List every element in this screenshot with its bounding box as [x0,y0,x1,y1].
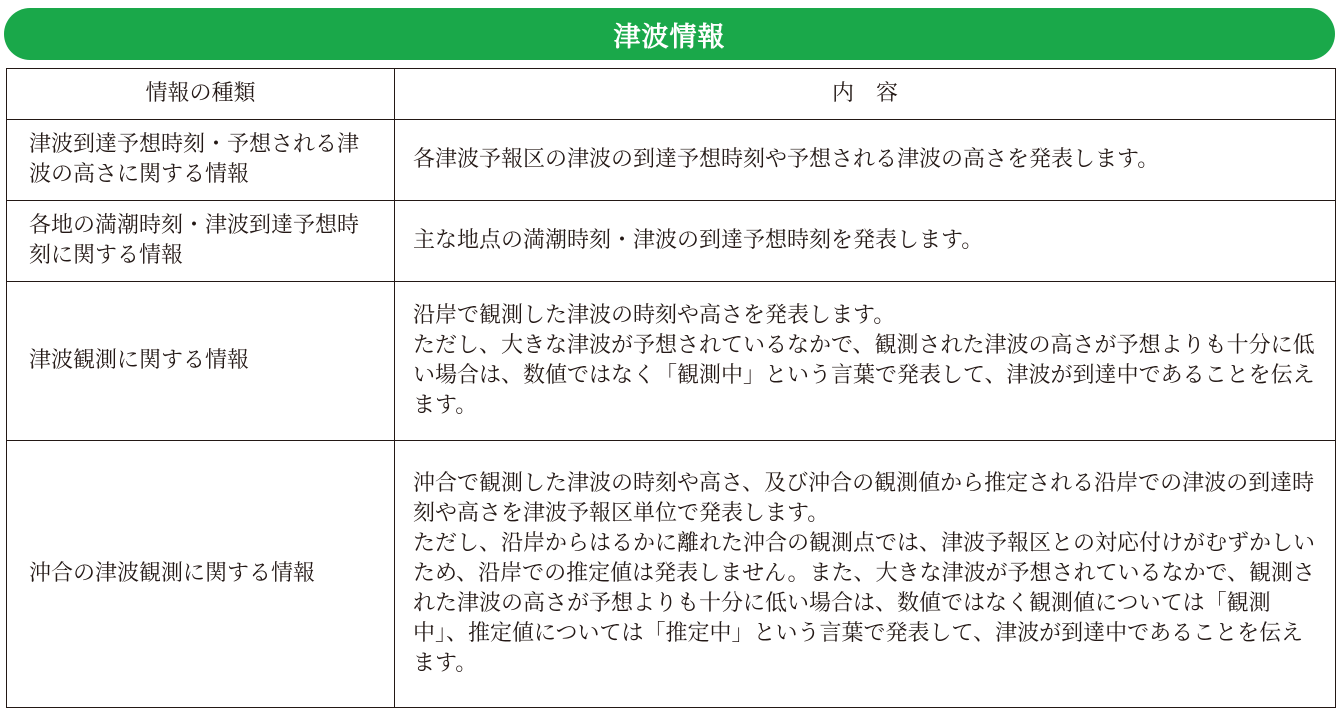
content-paragraph: 主な地点の満潮時刻・津波の到達予想時刻を発表します。 [413,228,984,253]
content-paragraph: 沖合で観測した津波の時刻や高さ、及び沖合の観測値から推定される沿岸での津波の到達時刻や高さを津波予報区単位で発表します。 [413,471,1315,526]
column-header-type: 情報の種類 [7,69,395,120]
title-banner [4,8,1335,60]
info-content-cell [395,120,1336,201]
info-content-cell [395,282,1336,441]
content-paragraph: 各津波予報区の津波の到達予想時刻や予想される津波の高さを発表します。 [413,147,1160,172]
content-paragraph: 沿岸で観測した津波の時刻や高さを発表します。 [413,303,896,328]
info-content-cell [395,201,1336,282]
table-row [7,441,1336,708]
tsunami-info-table [6,68,1336,708]
info-type-cell: 津波観測に関する情報 [7,282,395,441]
table-row [7,201,1336,282]
info-type-cell: 沖合の津波観測に関する情報 [7,441,395,708]
info-type-cell: 津波到達予想時刻・予想される津波の高さに関する情報 [7,120,395,201]
content-paragraph: ただし、大きな津波が予想されているなかで、観測された津波の高さが予想よりも十分に低い場合は、数値ではなく「観測中」という言葉で発表して、津波が到達中であることを伝えます。 [413,333,1315,418]
page-title: 津波情報 [613,21,726,53]
table-row [7,120,1336,201]
content-paragraph: ただし、沿岸からはるかに離れた沖合の観測点では、津波予報区との対応付けがむずかしいため、沿岸での推定値は発表しません。また、大きな津波が予想されているなかで、観測された津波の高さが予想よりも十分に低い場合は、数値ではなく観測値については「観測中」、推定値については「推定中」という言葉で発表して、津波が到達中であることを伝えます。 [413,531,1316,676]
info-content-cell [395,441,1336,708]
table-row [7,282,1336,441]
table-header-row [7,69,1336,120]
column-header-content: 内 容 [395,69,1336,120]
info-type-cell: 各地の満潮時刻・津波到達予想時刻に関する情報 [7,201,395,282]
